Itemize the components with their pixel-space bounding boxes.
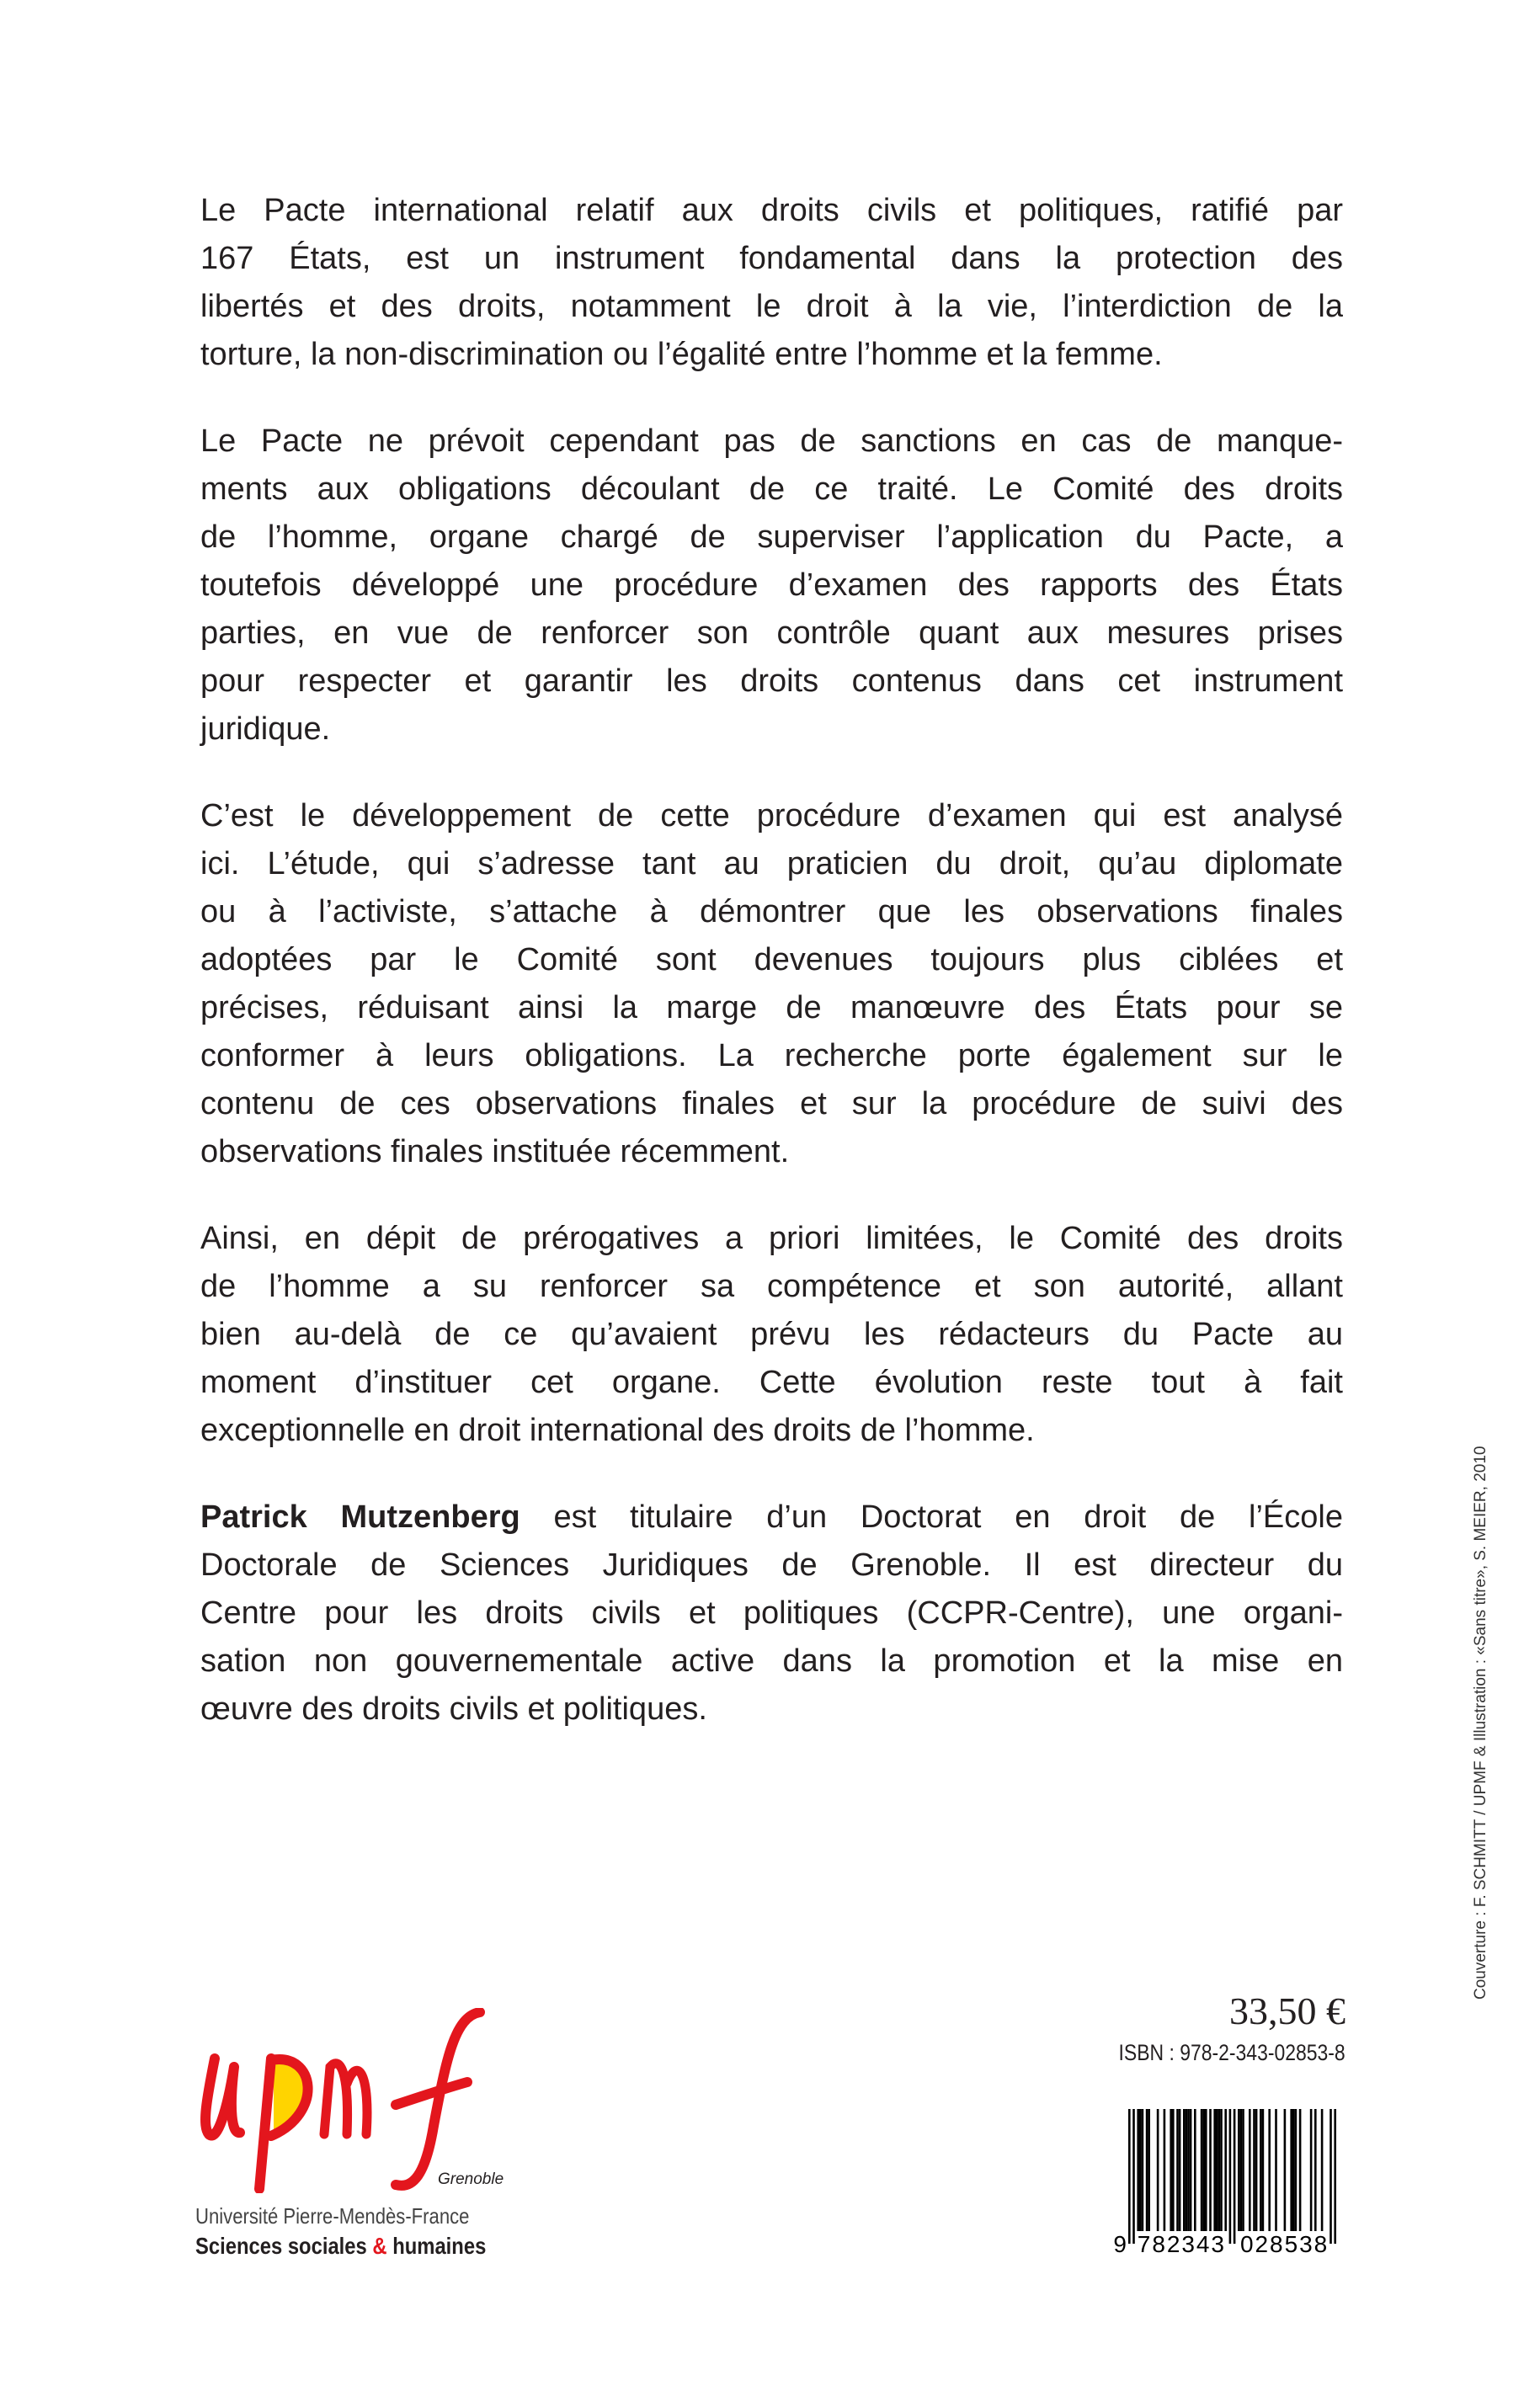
barcode-bar bbox=[1330, 2109, 1332, 2244]
barcode bbox=[1111, 2109, 1356, 2254]
barcode-bar bbox=[1284, 2109, 1287, 2231]
barcode-bar bbox=[1186, 2109, 1188, 2231]
text-line: précises, réduisant ainsi la marge de manœuvre des États pour se bbox=[200, 990, 1343, 1025]
text-line: moment d’instituer cet organe. Cette évolution reste tout à fait bbox=[200, 1365, 1343, 1400]
text-line: Le Pacte ne prévoit cependant pas de sanctions en cas de manque- bbox=[200, 423, 1343, 459]
text-line: ou à l’activiste, s’attache à démontrer que les observations finales bbox=[200, 894, 1343, 929]
text-line: bien au-delà de ce qu’avaient prévu les rédacteurs du Pacte au bbox=[200, 1317, 1343, 1352]
barcode-bar bbox=[1170, 2109, 1172, 2231]
barcode-bar bbox=[1290, 2109, 1292, 2231]
barcode-bar bbox=[1213, 2109, 1216, 2231]
text-line: contenu de ces observations finales et sur la procédure de suivi des bbox=[200, 1086, 1343, 1121]
text-line: torture, la non-discrimination ou l’égalité entre l’homme et la femme. bbox=[200, 337, 1163, 372]
upmf-logo bbox=[194, 2008, 530, 2193]
barcode-bar bbox=[1242, 2109, 1244, 2231]
text-line: libertés et des droits, notamment le droit à la vie, l’interdiction de la bbox=[200, 289, 1343, 324]
faculty-ampersand: & bbox=[372, 2233, 387, 2259]
back-cover-text bbox=[200, 187, 1343, 1772]
barcode-bar bbox=[1334, 2109, 1336, 2244]
barcode-bar bbox=[1275, 2109, 1277, 2231]
barcode-bar bbox=[1262, 2109, 1265, 2231]
author-bio bbox=[200, 1494, 1343, 1734]
logo-city: Grenoble bbox=[438, 2170, 504, 2188]
barcode-bar bbox=[1132, 2109, 1135, 2244]
barcode-bar bbox=[1202, 2109, 1205, 2231]
text-line: observations finales instituée récemment. bbox=[200, 1134, 790, 1169]
text-line: 167 États, est un instrument fondamental dans la protection des bbox=[200, 241, 1343, 276]
text-line: de l’homme, organe chargé de superviser l’application du Pacte, a bbox=[200, 519, 1343, 555]
barcode-bar bbox=[1179, 2109, 1181, 2231]
price: 33,50 € bbox=[1229, 1989, 1346, 2032]
barcode-bar bbox=[1292, 2109, 1295, 2231]
barcode-digits: 028538 bbox=[1240, 2231, 1328, 2254]
paragraph bbox=[200, 792, 1343, 1176]
barcode-bar bbox=[1321, 2109, 1324, 2231]
barcode-bar bbox=[1183, 2109, 1186, 2231]
barcode-bar bbox=[1142, 2109, 1144, 2231]
barcode-bar bbox=[1139, 2109, 1142, 2231]
paragraph bbox=[200, 187, 1343, 379]
paragraph bbox=[200, 418, 1343, 754]
text-fragment: est titulaire d’un Doctorat en droit de l’École bbox=[520, 1499, 1343, 1535]
barcode-bar bbox=[1190, 2109, 1192, 2231]
isbn: ISBN : 978-2-343-02853-8 bbox=[1118, 2040, 1346, 2065]
barcode-bar bbox=[1268, 2109, 1271, 2231]
barcode-bar bbox=[1249, 2109, 1251, 2231]
barcode-bar bbox=[1146, 2109, 1148, 2231]
cover-credit: Couverture : F. SCHMITT / UPMF & Illustration : «Sans titre», S. MEIER, 2010 bbox=[1472, 1446, 1489, 2000]
barcode-bar bbox=[1209, 2109, 1212, 2231]
barcode-bar bbox=[1240, 2109, 1243, 2231]
barcode-bar bbox=[1229, 2109, 1232, 2244]
paragraph bbox=[200, 1215, 1343, 1455]
barcode-bar bbox=[1260, 2109, 1262, 2231]
barcode-bar bbox=[1310, 2109, 1313, 2231]
text-line: Le Pacte international relatif aux droits civils et politiques, ratifié par bbox=[200, 193, 1343, 228]
text-line: ments aux obligations découlant de ce traité. Le Comité des droits bbox=[200, 471, 1343, 507]
text-line: toutefois développé une procédure d’examen des rapports des États bbox=[200, 567, 1343, 603]
text-line: conformer à leurs obligations. La recherche porte également sur le bbox=[200, 1038, 1343, 1073]
text-line: de l’homme a su renforcer sa compétence et son autorité, allant bbox=[200, 1269, 1343, 1304]
barcode-bar bbox=[1220, 2109, 1223, 2231]
barcode-bar bbox=[1238, 2109, 1240, 2231]
text-line bbox=[200, 1494, 1343, 1542]
text-line: sation non gouvernementale active dans la promotion et la mise en bbox=[200, 1643, 1343, 1679]
text-line: Centre pour les droits civils et politiques (CCPR-Centre), une organi- bbox=[200, 1595, 1343, 1631]
barcode-bar bbox=[1255, 2109, 1258, 2231]
barcode-bar bbox=[1218, 2109, 1221, 2231]
barcode-bar bbox=[1299, 2109, 1302, 2231]
barcode-bar bbox=[1194, 2109, 1196, 2231]
barcode-bar bbox=[1137, 2109, 1139, 2231]
barcode-bar bbox=[1314, 2109, 1317, 2231]
barcode-bar bbox=[1295, 2109, 1298, 2231]
barcode-bar bbox=[1234, 2109, 1236, 2244]
text-line: juridique. bbox=[200, 711, 331, 747]
text-line: Ainsi, en dépit de prérogatives a priori limitées, le Comité des droits bbox=[200, 1221, 1343, 1256]
text-line: pour respecter et garantir les droits contenus dans cet instrument bbox=[200, 663, 1343, 699]
faculty-part-a: Sciences sociales bbox=[195, 2233, 367, 2259]
barcode-bar bbox=[1253, 2109, 1255, 2231]
barcode-digits: 9 bbox=[1113, 2231, 1127, 2254]
barcode-bar bbox=[1205, 2109, 1207, 2231]
text-line: exceptionnelle en droit international des droits de l’homme. bbox=[200, 1413, 1035, 1448]
text-line: C’est le développement de cette procédure d’examen qui est analysé bbox=[200, 798, 1343, 834]
text-line: ici. L’étude, qui s’adresse tant au praticien du droit, qu’au diplomate bbox=[200, 846, 1343, 881]
faculty-name bbox=[195, 2233, 486, 2260]
faculty-part-b: humaines bbox=[392, 2233, 487, 2259]
text-line: œuvre des droits civils et politiques. bbox=[200, 1691, 707, 1727]
barcode-bar bbox=[1164, 2109, 1166, 2231]
barcode-bar bbox=[1157, 2109, 1159, 2231]
barcode-bar bbox=[1148, 2109, 1150, 2231]
text-line: Doctorale de Sciences Juridiques de Grenoble. Il est directeur du bbox=[200, 1547, 1343, 1583]
barcode-bar bbox=[1201, 2109, 1203, 2231]
university-name: Université Pierre-Mendès-France bbox=[195, 2203, 470, 2229]
barcode-bar bbox=[1187, 2109, 1190, 2231]
barcode-bar bbox=[1176, 2109, 1179, 2231]
text-line: adoptées par le Comité sont devenues toujours plus ciblées et bbox=[200, 942, 1343, 977]
barcode-bar bbox=[1172, 2109, 1175, 2231]
barcode-bar bbox=[1128, 2109, 1131, 2244]
barcode-bar bbox=[1216, 2109, 1218, 2231]
barcode-digits: 782343 bbox=[1137, 2231, 1224, 2254]
barcode-bar bbox=[1224, 2109, 1227, 2231]
text-line: parties, en vue de renforcer son contrôle quant aux mesures prises bbox=[200, 615, 1343, 651]
author-name: Patrick Mutzenberg bbox=[200, 1499, 520, 1535]
